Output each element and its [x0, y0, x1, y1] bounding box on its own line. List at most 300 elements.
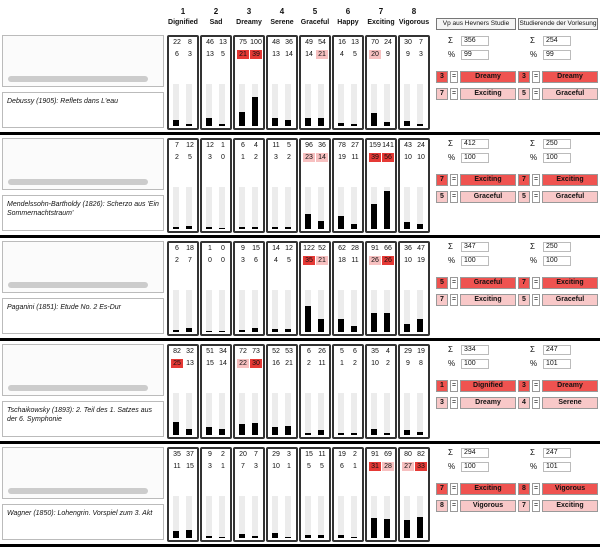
bar-track	[285, 84, 291, 126]
audio-player[interactable]	[2, 447, 164, 499]
audio-progress-bar[interactable]	[8, 76, 148, 82]
response-bar	[186, 226, 192, 229]
response-bar	[305, 535, 311, 538]
response-bar	[404, 121, 410, 126]
count-cell: 2	[307, 360, 311, 367]
piece-title: Tschaikowsky (1893): 2. Teil des 1. Satzes aus der 6. Symphonie	[2, 401, 164, 437]
bar-track	[206, 496, 212, 538]
bar-track	[252, 290, 258, 332]
count-cell: 12	[285, 245, 293, 252]
category-column[interactable]	[200, 35, 232, 130]
count-cell: 5	[287, 257, 291, 264]
category-column[interactable]	[266, 138, 298, 233]
category-column[interactable]	[365, 241, 397, 336]
count-cell: 14	[285, 51, 293, 58]
sigma-symbol: Σ	[448, 139, 453, 148]
equals-sign: =	[450, 174, 458, 186]
count-cell: 75	[239, 39, 247, 46]
response-bar	[239, 424, 245, 435]
piece-row	[0, 341, 600, 442]
bar-track	[206, 187, 212, 229]
response-bar	[371, 429, 377, 435]
count-cell: 15	[186, 463, 194, 470]
audio-progress-bar[interactable]	[8, 488, 148, 494]
count-cell: 11	[351, 154, 359, 161]
count-cell: 1	[340, 360, 344, 367]
bar-track	[186, 496, 192, 538]
count-cell: 159	[369, 142, 381, 149]
category-label-7: Exciting	[367, 19, 395, 26]
count-cell: 7	[188, 257, 192, 264]
bar-track	[318, 84, 324, 126]
category-column[interactable]	[299, 344, 331, 439]
sigma-symbol: Σ	[530, 36, 535, 45]
bar-track	[305, 290, 311, 332]
count-cell: 49	[305, 39, 313, 46]
bar-track	[371, 496, 377, 538]
piece-title: Wagner (1850): Lohengrin. Vorspiel zum 3. Akt	[2, 504, 164, 540]
category-column[interactable]	[167, 344, 199, 439]
response-bar	[285, 537, 291, 538]
count-cell: 14	[219, 360, 227, 367]
category-column[interactable]	[332, 447, 364, 542]
category-column[interactable]	[200, 344, 232, 439]
count-cell: 18	[338, 257, 346, 264]
count-cell: 12	[186, 142, 194, 149]
bar-track	[404, 393, 410, 435]
header	[0, 0, 600, 31]
count-cell: 2	[175, 154, 179, 161]
top-category-result	[518, 173, 600, 187]
count-cell: 9	[241, 245, 245, 252]
count-cell: 6	[307, 348, 311, 355]
count-cell: 3	[241, 257, 245, 264]
category-column[interactable]	[299, 138, 331, 233]
category-number-badge: 5	[518, 191, 530, 203]
audio-progress-bar[interactable]	[8, 385, 148, 391]
response-bar	[173, 120, 179, 126]
response-bar	[338, 433, 344, 435]
percent-symbol: %	[530, 359, 538, 368]
category-column[interactable]	[167, 35, 199, 130]
response-bar	[219, 429, 225, 435]
total-count: 247	[543, 448, 571, 458]
count-cell: 5	[320, 463, 324, 470]
count-cell: 1	[208, 245, 212, 252]
response-bar	[219, 537, 225, 538]
bar-track	[417, 496, 423, 538]
bar-track	[219, 496, 225, 538]
study-b-summary	[518, 138, 600, 233]
count-cell: 31	[369, 462, 381, 471]
count-cell: 34	[219, 348, 227, 355]
category-name-badge: Dreamy	[460, 397, 516, 409]
response-bar	[285, 120, 291, 126]
audio-player[interactable]	[2, 138, 164, 190]
bar-track	[384, 290, 390, 332]
count-cell: 4	[254, 142, 258, 149]
bar-track	[239, 290, 245, 332]
count-cell: 91	[371, 245, 379, 252]
count-cell: 4	[386, 348, 390, 355]
count-cell: 5	[221, 51, 225, 58]
piece-row	[0, 444, 600, 545]
audio-progress-bar[interactable]	[8, 179, 148, 185]
count-cell: 16	[272, 360, 280, 367]
bar-track	[351, 496, 357, 538]
count-cell: 96	[305, 142, 313, 149]
category-column[interactable]	[167, 138, 199, 233]
category-column[interactable]	[332, 241, 364, 336]
audio-progress-bar[interactable]	[8, 282, 148, 288]
category-number-badge: 4	[518, 397, 530, 409]
category-column[interactable]	[299, 241, 331, 336]
response-bar	[384, 433, 390, 435]
count-cell: 3	[208, 463, 212, 470]
count-cell: 3	[254, 463, 258, 470]
top-category-result	[436, 482, 518, 496]
bar-track	[338, 290, 344, 332]
audio-player[interactable]	[2, 344, 164, 396]
bar-track	[272, 290, 278, 332]
count-cell: 18	[186, 245, 194, 252]
total-percent: 101	[543, 359, 571, 369]
count-cell: 14	[316, 153, 328, 162]
count-cell: 3	[208, 154, 212, 161]
response-bar	[318, 430, 324, 435]
count-cell: 52	[318, 245, 326, 252]
category-number-badge: 5	[518, 294, 530, 306]
category-number-badge: 5	[436, 191, 448, 203]
bar-track	[404, 496, 410, 538]
response-bar	[404, 324, 410, 332]
percent-symbol: %	[448, 153, 456, 162]
category-column[interactable]	[200, 447, 232, 542]
response-bar	[285, 426, 291, 435]
response-bar	[239, 112, 245, 126]
study-b-summary	[518, 35, 600, 130]
count-cell: 37	[186, 451, 194, 458]
category-column[interactable]	[398, 138, 430, 233]
bar-track	[384, 84, 390, 126]
response-bar	[351, 433, 357, 435]
category-name-badge: Exciting	[542, 174, 598, 186]
category-name-badge: Graceful	[542, 191, 598, 203]
category-number-badge: 1	[436, 380, 448, 392]
count-cell: 13	[272, 51, 280, 58]
piece-row	[0, 32, 600, 133]
response-bar	[219, 331, 225, 332]
audio-player[interactable]	[2, 35, 164, 87]
bar-track	[239, 393, 245, 435]
count-cell: 35	[173, 451, 181, 458]
audio-player[interactable]	[2, 241, 164, 293]
bar-track	[219, 187, 225, 229]
bar-track	[417, 84, 423, 126]
total-percent: 99	[543, 50, 571, 60]
count-cell: 2	[287, 154, 291, 161]
category-label-6: Happy	[337, 19, 359, 26]
bar-track	[318, 496, 324, 538]
category-column[interactable]	[266, 447, 298, 542]
piece-title: Mendelssohn-Bartholdy (1826): Scherzo aus 'Ein Sommernachtstraum'	[2, 195, 164, 231]
count-cell: 11	[318, 451, 326, 458]
count-cell: 11	[351, 257, 359, 264]
sigma-symbol: Σ	[448, 448, 453, 457]
response-bar	[206, 427, 212, 435]
total-count: 294	[461, 448, 489, 458]
percent-symbol: %	[448, 50, 456, 59]
bar-track	[206, 393, 212, 435]
count-cell: 13	[206, 51, 214, 58]
count-cell: 122	[303, 245, 315, 252]
sigma-symbol: Σ	[448, 242, 453, 251]
count-cell: 6	[241, 142, 245, 149]
top-category-result	[436, 293, 518, 307]
count-cell: 66	[384, 245, 392, 252]
response-bar	[186, 328, 192, 332]
equals-sign: =	[532, 71, 540, 83]
category-column[interactable]	[266, 241, 298, 336]
total-count: 250	[543, 139, 571, 149]
category-number-7: 7	[378, 7, 384, 16]
count-cell: 20	[239, 451, 247, 458]
count-cell: 9	[406, 51, 410, 58]
category-column[interactable]	[299, 447, 331, 542]
equals-sign: =	[532, 191, 540, 203]
bar-track	[186, 187, 192, 229]
category-column[interactable]	[200, 241, 232, 336]
response-bar	[371, 204, 377, 229]
bar-track	[351, 187, 357, 229]
response-bar	[219, 124, 225, 126]
top-category-result	[518, 190, 600, 204]
category-number-badge: 7	[436, 483, 448, 495]
piece-title: Paganini (1851): Etude No. 2 Es-Dur	[2, 298, 164, 334]
count-cell: 10	[404, 154, 412, 161]
count-cell: 4	[274, 257, 278, 264]
count-cell: 23	[303, 153, 315, 162]
category-column[interactable]	[299, 35, 331, 130]
response-bar	[404, 222, 410, 229]
category-column[interactable]	[332, 35, 364, 130]
equals-sign: =	[532, 483, 540, 495]
count-cell: 29	[272, 451, 280, 458]
count-cell: 21	[285, 360, 293, 367]
count-cell: 5	[188, 154, 192, 161]
study-a-summary	[436, 344, 518, 439]
count-cell: 26	[318, 348, 326, 355]
count-cell: 19	[417, 257, 425, 264]
total-count: 250	[543, 242, 571, 252]
response-bar	[239, 534, 245, 538]
count-cell: 53	[285, 348, 293, 355]
category-column[interactable]	[332, 344, 364, 439]
count-cell: 70	[371, 39, 379, 46]
response-bar	[417, 319, 423, 332]
category-column[interactable]	[167, 447, 199, 542]
response-bar	[404, 430, 410, 435]
category-label-5: Graceful	[300, 19, 330, 26]
bar-track	[384, 187, 390, 229]
count-cell: 7	[419, 39, 423, 46]
category-column[interactable]	[233, 241, 265, 336]
category-column[interactable]	[398, 241, 430, 336]
count-cell: 13	[186, 360, 194, 367]
count-cell: 13	[219, 39, 227, 46]
count-cell: 82	[417, 451, 425, 458]
category-column[interactable]	[266, 35, 298, 130]
top-category-result	[518, 87, 600, 101]
count-cell: 5	[287, 142, 291, 149]
response-bar	[305, 306, 311, 332]
category-number-badge: 7	[436, 88, 448, 100]
percent-symbol: %	[530, 256, 538, 265]
count-cell: 1	[287, 463, 291, 470]
category-label-3: Dreamy	[236, 19, 262, 26]
count-cell: 15	[206, 360, 214, 367]
top-category-result	[518, 276, 600, 290]
response-bar	[206, 331, 212, 332]
response-bar	[351, 224, 357, 229]
category-column[interactable]	[233, 35, 265, 130]
count-cell: 5	[353, 51, 357, 58]
count-cell: 39	[369, 153, 381, 162]
count-cell: 51	[206, 348, 214, 355]
category-column[interactable]	[200, 138, 232, 233]
top-category-result	[436, 190, 518, 204]
category-number-5: 5	[312, 7, 318, 16]
sigma-symbol: Σ	[448, 345, 453, 354]
response-bar	[371, 113, 377, 126]
equals-sign: =	[450, 500, 458, 512]
count-cell: 22	[237, 359, 249, 368]
category-column[interactable]	[233, 138, 265, 233]
category-name-badge: Exciting	[460, 483, 516, 495]
count-cell: 0	[221, 257, 225, 264]
bar-track	[186, 393, 192, 435]
response-bar	[318, 319, 324, 332]
response-bar	[417, 224, 423, 229]
bar-track	[272, 496, 278, 538]
equals-sign: =	[532, 294, 540, 306]
response-bar	[318, 221, 324, 229]
top-category-result	[436, 276, 518, 290]
study-b-summary	[518, 344, 600, 439]
response-bar	[272, 227, 278, 229]
category-number-badge: 5	[518, 88, 530, 100]
count-cell: 36	[404, 245, 412, 252]
equals-sign: =	[532, 500, 540, 512]
equals-sign: =	[450, 397, 458, 409]
response-bar	[252, 423, 258, 435]
response-bar	[252, 536, 258, 538]
equals-sign: =	[532, 88, 540, 100]
count-cell: 9	[208, 451, 212, 458]
bar-track	[219, 393, 225, 435]
count-cell: 5	[307, 463, 311, 470]
bar-track	[351, 290, 357, 332]
bar-track	[206, 290, 212, 332]
response-bar	[305, 214, 311, 229]
response-bar	[186, 530, 192, 538]
count-cell: 47	[417, 245, 425, 252]
category-column[interactable]	[398, 344, 430, 439]
category-column[interactable]	[365, 344, 397, 439]
category-column[interactable]	[233, 447, 265, 542]
bar-track	[351, 393, 357, 435]
study-a-summary	[436, 35, 518, 130]
category-column[interactable]	[398, 447, 430, 542]
count-cell: 16	[338, 39, 346, 46]
count-cell: 33	[415, 462, 427, 471]
category-column[interactable]	[365, 447, 397, 542]
bar-track	[252, 187, 258, 229]
category-column[interactable]	[398, 35, 430, 130]
count-cell: 73	[252, 348, 260, 355]
count-cell: 29	[404, 348, 412, 355]
count-cell: 3	[274, 154, 278, 161]
category-column[interactable]	[365, 35, 397, 130]
response-bar	[384, 519, 390, 538]
percent-symbol: %	[530, 50, 538, 59]
bar-track	[404, 290, 410, 332]
category-column[interactable]	[167, 241, 199, 336]
sigma-symbol: Σ	[530, 139, 535, 148]
response-bar	[417, 124, 423, 126]
count-cell: 7	[254, 451, 258, 458]
top-category-result	[436, 173, 518, 187]
bar-track	[338, 84, 344, 126]
response-bar	[305, 433, 311, 435]
bar-track	[417, 393, 423, 435]
count-cell: 3	[419, 51, 423, 58]
sigma-symbol: Σ	[530, 345, 535, 354]
bar-track	[285, 393, 291, 435]
category-number-badge: 7	[518, 277, 530, 289]
sigma-symbol: Σ	[448, 36, 453, 45]
category-column[interactable]	[332, 138, 364, 233]
category-number-badge: 3	[518, 380, 530, 392]
response-bar	[417, 432, 423, 435]
count-cell: 48	[272, 39, 280, 46]
count-cell: 15	[305, 451, 313, 458]
response-bar	[417, 517, 423, 538]
category-name-badge: Graceful	[460, 191, 516, 203]
piece-title: Debussy (1905): Reflets dans L'eau	[2, 92, 164, 128]
count-cell: 52	[272, 348, 280, 355]
category-column[interactable]	[266, 344, 298, 439]
count-cell: 3	[188, 51, 192, 58]
top-category-result	[436, 379, 518, 393]
count-cell: 3	[287, 451, 291, 458]
study-b-summary	[518, 447, 600, 542]
category-number-2: 2	[213, 7, 219, 16]
top-category-result	[518, 499, 600, 513]
category-column[interactable]	[365, 138, 397, 233]
count-cell: 8	[188, 39, 192, 46]
category-name-badge: Dreamy	[542, 71, 598, 83]
total-percent: 100	[543, 256, 571, 266]
piece-row	[0, 238, 600, 339]
category-number-badge: 7	[436, 294, 448, 306]
category-name-badge: Vigorous	[460, 500, 516, 512]
total-percent: 100	[461, 462, 489, 472]
bar-track	[371, 84, 377, 126]
category-number-badge: 3	[436, 397, 448, 409]
category-column[interactable]	[233, 344, 265, 439]
response-bar	[173, 227, 179, 229]
